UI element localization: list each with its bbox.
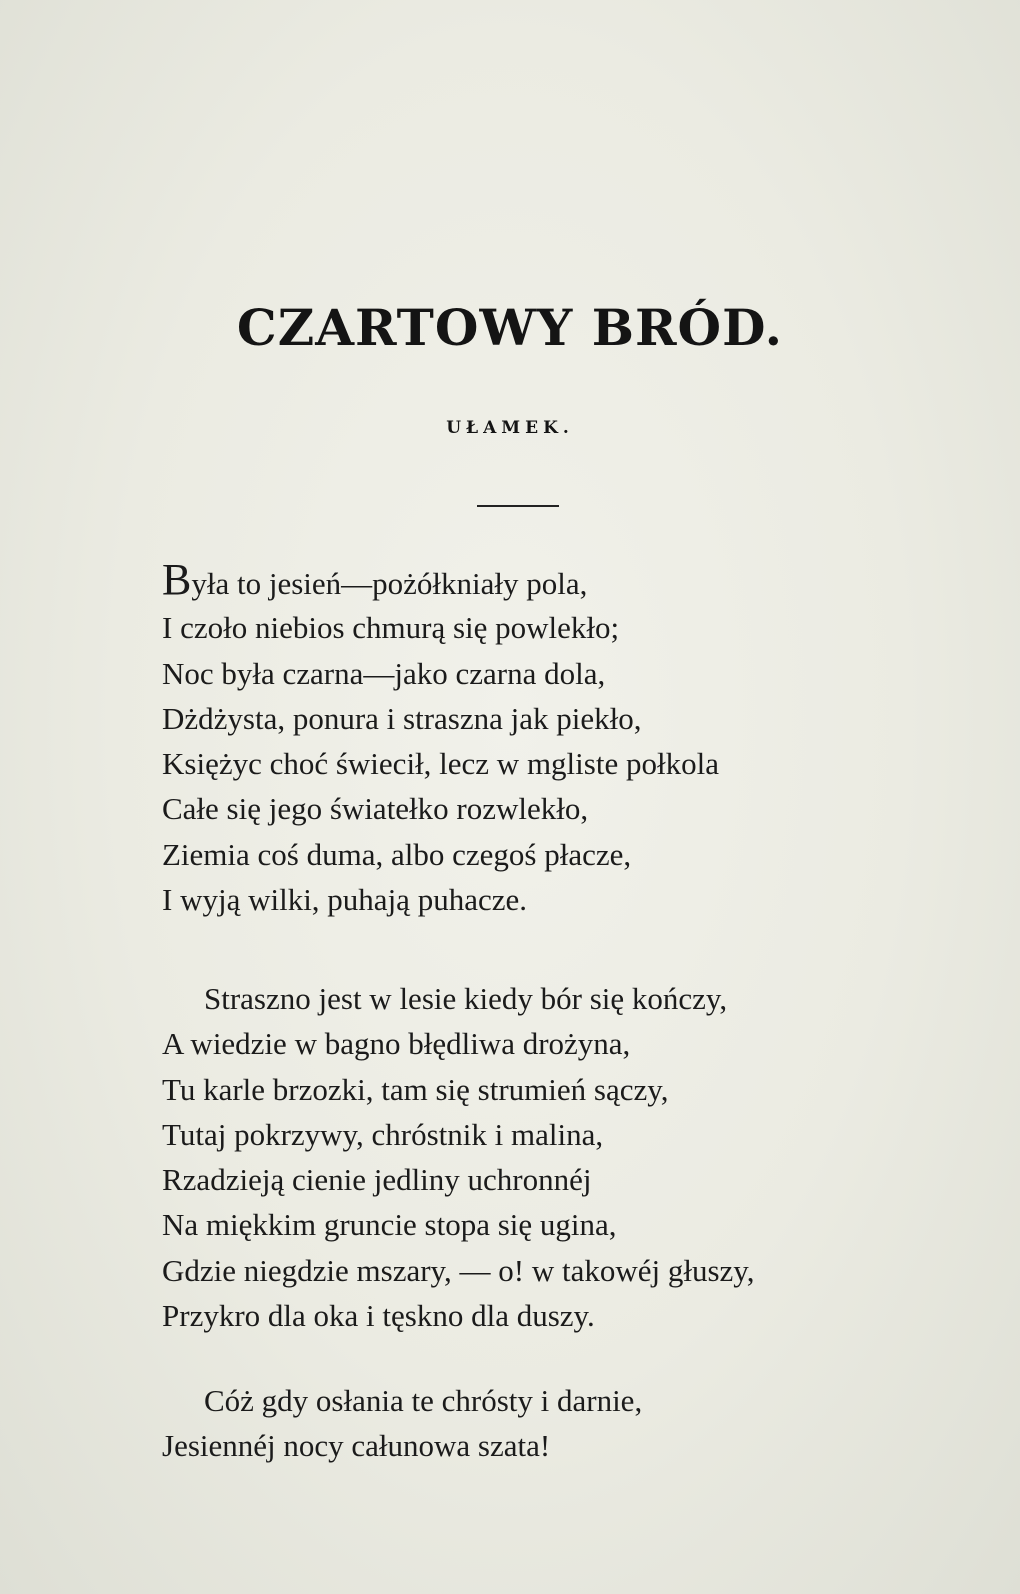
poem-line: Całe się jego światełko rozwlekło,: [162, 791, 589, 827]
poem-line: Ziemia coś duma, albo czegoś płacze,: [162, 836, 632, 872]
poem-title: CZARTOWY BRÓD.: [236, 298, 784, 357]
poem-line: Tutaj pokrzywy, chróstnik i malina,: [162, 1116, 604, 1152]
title-divider: [477, 505, 559, 507]
poem-line: Jesiennéj nocy całunowa szata!: [162, 1428, 551, 1464]
poem-line: [162, 555, 962, 605]
poem-line: Tu karle brzozki, tam się strumień sączy,: [162, 1071, 669, 1107]
poem-line: A wiedzie w bagno błędliwa drożyna,: [162, 1026, 631, 1062]
poem-line: Rzadzieją cienie jedliny uchronnéj: [162, 1162, 592, 1198]
poem-subtitle: UŁAMEK.: [446, 418, 574, 438]
poem-line: Cóż gdy osłania te chrósty i darnie,: [204, 1383, 643, 1418]
stanza-1: [162, 555, 962, 922]
poem-line: Przykro dla oka i tęskno dla duszy.: [162, 1298, 595, 1334]
stanza-2: [162, 976, 962, 1338]
poem-line: Na miękkim gruncie stopa się ugina,: [162, 1207, 617, 1243]
poem-line: I wyją wilki, puhają puhacze.: [162, 882, 527, 918]
poem-line: Dżdżysta, ponura i straszna jak piekło,: [162, 700, 642, 736]
stanza-3: [162, 1378, 962, 1469]
poem-line: Gdzie niegdzie mszary, — o! w takowéj głuszy,: [162, 1252, 755, 1288]
drop-cap: B: [162, 555, 192, 604]
poem-line: Straszno jest w lesie kiedy bór się kończy,: [204, 981, 728, 1016]
poem-line: I czoło niebios chmurą się powlekło;: [162, 610, 620, 646]
poem-line: Noc była czarna—jako czarna dola,: [162, 655, 606, 691]
first-line-text: yła to jesień—pożółkniały pola,: [191, 566, 588, 601]
poem-line: Księżyc choć świecił, lecz w mgliste połkola: [162, 746, 719, 782]
